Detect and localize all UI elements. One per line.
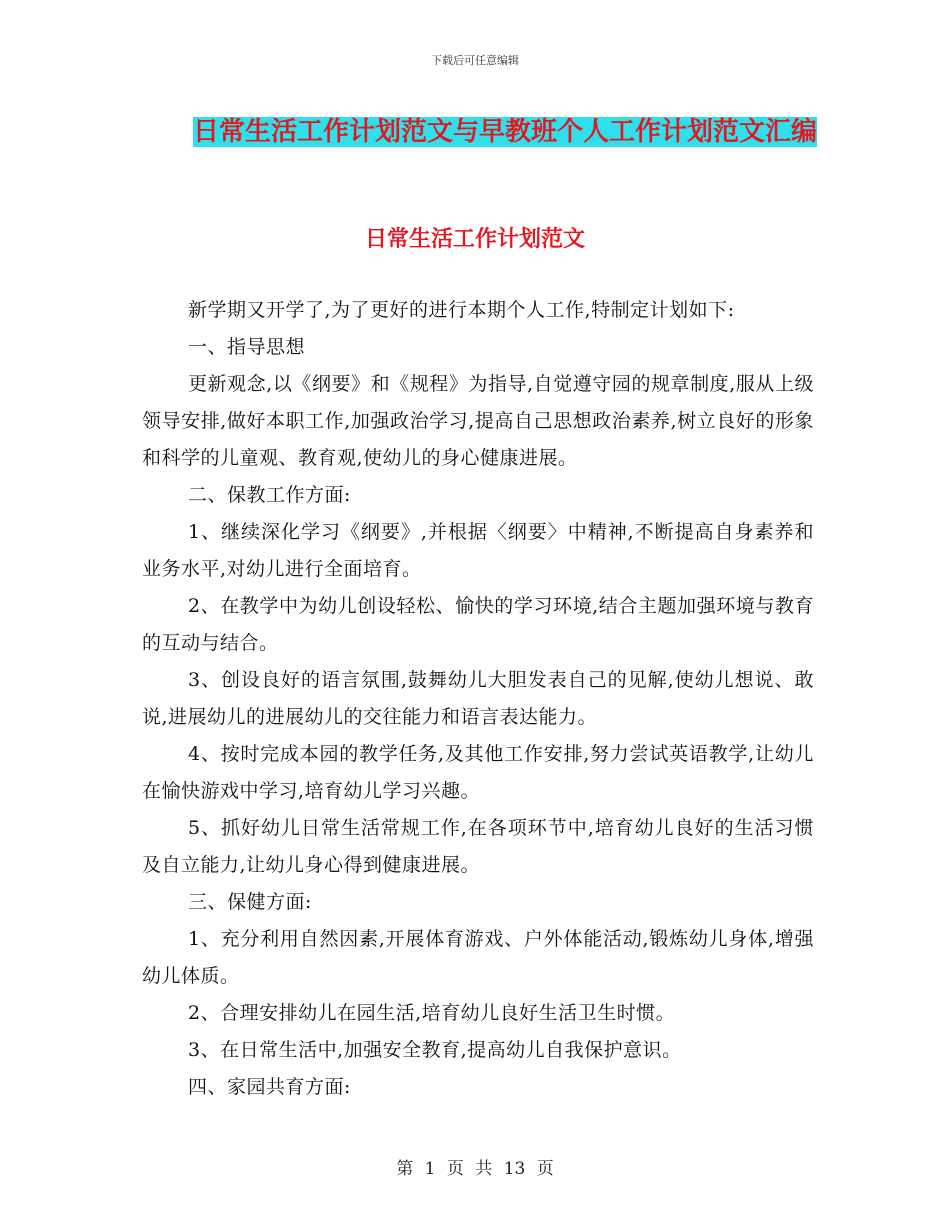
paragraph: 新学期又开学了,为了更好的进行本期个人工作,特制定计划如下: — [188, 299, 735, 321]
page-footer: 第 1 页 共 13 页 — [396, 1159, 554, 1179]
paragraph: 更新观念,以《纲要》和《规程》为指导,自觉遵守园的规章制度,服从上级领导安排,做好本职工作,加强政治学习,提高自己思想政治素养,树立良好的形象和科学的儿童观、教育观,使幼儿的身心健康进展。 — [142, 373, 814, 469]
document-title — [190, 110, 820, 154]
paragraph: 一、指导思想 — [188, 336, 306, 358]
header-note: 下载后可任意编辑 — [431, 54, 519, 67]
paragraph: 2、合理安排幼儿在园生活,培育幼儿良好生活卫生时惯。 — [188, 1002, 676, 1024]
paragraph: 2、在教学中为幼儿创设轻松、愉快的学习环境,结合主题加强环境与教育的互动与结合。 — [142, 595, 814, 654]
paragraph: 1、继续深化学习《纲要》,并根据〈纲要〉中精神,不断提高自身素养和业务水平,对幼儿进行全面培育。 — [142, 521, 814, 580]
paragraph: 5、抓好幼儿日常生活常规工作,在各项环节中,培育幼儿良好的生活习惯及自立能力,让幼儿身心得到健康进展。 — [142, 817, 814, 876]
paragraph: 3、创设良好的语言氛围,鼓舞幼儿大胆发表自己的见解,使幼儿想说、敢说,进展幼儿的进展幼儿的交往能力和语言表达能力。 — [142, 669, 814, 728]
paragraph: 四、家园共育方面: — [188, 1076, 351, 1098]
paragraph: 1、充分利用自然因素,开展体育游戏、户外体能活动,锻炼幼儿身体,增强幼儿体质。 — [142, 928, 814, 987]
document-title-text: 日常生活工作计划范文与早教班个人工作计划范文汇编 — [192, 117, 817, 147]
paragraph: 三、保健方面: — [188, 891, 312, 913]
paragraph: 二、保教工作方面: — [188, 484, 351, 506]
section-title: 日常生活工作计划范文 — [364, 227, 585, 252]
paragraph: 4、按时完成本园的教学任务,及其他工作安排,努力尝试英语教学,让幼儿在愉快游戏中学习,培育幼儿学习兴趣。 — [142, 743, 814, 802]
paragraph: 3、在日常生活中,加强安全教育,提高幼儿自我保护意识。 — [188, 1039, 682, 1061]
document-body — [142, 292, 814, 1106]
